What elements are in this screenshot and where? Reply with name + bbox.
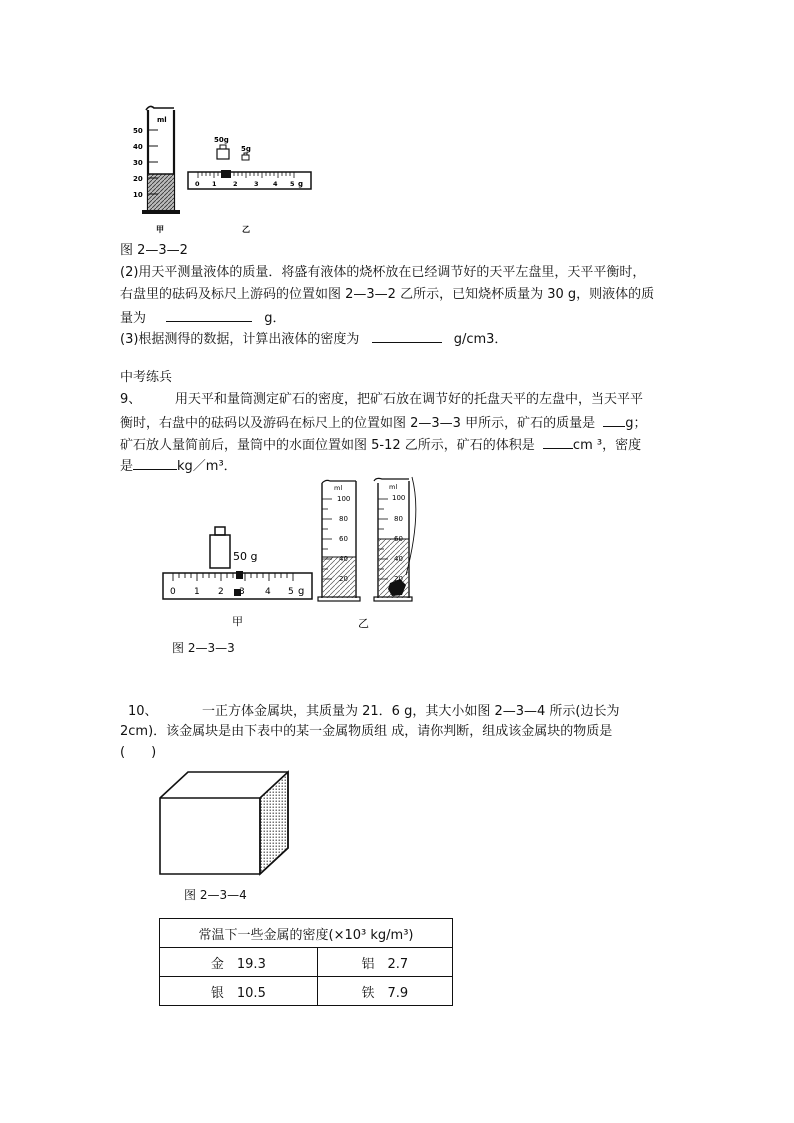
- table-cell: 铁 7.9: [317, 977, 452, 1006]
- svg-text:1: 1: [212, 180, 217, 188]
- weight-50g: [214, 136, 229, 159]
- svg-text:50g: 50g: [214, 136, 229, 144]
- svg-text:80: 80: [394, 515, 403, 523]
- q9-line3: 矿石放人量简前后，量筒中的水面位置如图 5-12 乙所示，矿石的体积是 cm ³，密度: [120, 434, 641, 456]
- cyl-unit: ml: [157, 116, 167, 124]
- q2-line1: (2)用天平测量液体的质量．将盛有液体的烧杯放在已经调节好的天平左盘里，天平平衡时，: [120, 265, 646, 280]
- balance-ruler: [188, 170, 311, 189]
- graduated-cylinder: [133, 106, 180, 214]
- section-heading: 中考练兵: [120, 370, 173, 385]
- cyl-tick: 50: [133, 127, 143, 135]
- answer-blank[interactable]: [133, 455, 177, 470]
- svg-text:60: 60: [394, 535, 403, 543]
- weight-5g: [241, 145, 251, 160]
- svg-text:40: 40: [394, 555, 403, 563]
- table-cell: 金 19.3: [160, 948, 318, 977]
- answer-blank[interactable]: [543, 434, 573, 449]
- q2-line3: 量为 g．: [120, 307, 286, 329]
- svg-text:ml: ml: [334, 484, 343, 492]
- figure-2-3-2: [128, 100, 328, 235]
- svg-text:4: 4: [273, 180, 278, 188]
- svg-text:100: 100: [337, 495, 351, 503]
- svg-text:0: 0: [195, 180, 200, 188]
- svg-text:40: 40: [339, 555, 348, 563]
- table-cell: 银 10.5: [160, 977, 318, 1006]
- figure-2-3-3: [160, 475, 430, 635]
- svg-text:g: g: [298, 180, 304, 188]
- answer-blank[interactable]: [603, 412, 625, 427]
- cube-figure: [158, 770, 308, 880]
- weight-50g: [210, 527, 257, 568]
- svg-text:5g: 5g: [241, 145, 251, 153]
- label-jia: 甲: [232, 615, 243, 628]
- q9-line2: 衡时，右盘中的砝码以及游码在标尺上的位置如图 2—3—3 甲所示，矿石的质量是 g；: [120, 412, 646, 434]
- q10-line1: 一正方体金属块，其质量为 21．6 g，其大小如图 2—3—4 所示(边长为: [202, 704, 620, 719]
- fig2-caption: 图 2—3—3: [172, 641, 235, 655]
- q9-line1: 用天平和量筒测定矿石的密度，把矿石放在调节好的托盘天平的左盘中，当天平平: [175, 392, 644, 407]
- q2-line2: 右盘里的砝码及标尺上游码的位置如图 2—3—2 乙所示，已知烧杯质量为 30 g，则液体的质: [120, 287, 655, 302]
- svg-text:60: 60: [339, 535, 348, 543]
- answer-blank[interactable]: [372, 328, 442, 343]
- q10-number: 10、: [128, 704, 158, 719]
- answer-blank[interactable]: [166, 307, 252, 322]
- svg-text:20: 20: [394, 575, 403, 583]
- q9-line4: 是 kg／m³．: [120, 455, 237, 477]
- balance-ruler: [163, 571, 312, 599]
- q10-line3: ( ): [120, 745, 157, 760]
- fig1-caption: 图 2—3—2: [120, 243, 188, 258]
- svg-text:4: 4: [265, 587, 271, 597]
- svg-text:5: 5: [288, 587, 294, 597]
- graduated-cylinder-after: [374, 477, 416, 601]
- density-table: [159, 918, 453, 1006]
- svg-text:2: 2: [218, 587, 224, 597]
- q3-line: (3)根据测得的数据，计算出液体的密度为 g/cm3．: [120, 328, 507, 350]
- svg-text:2: 2: [233, 180, 238, 188]
- svg-text:3: 3: [254, 180, 259, 188]
- table-cell: 铝 2.7: [317, 948, 452, 977]
- cyl-tick: 40: [133, 143, 143, 151]
- svg-text:80: 80: [339, 515, 348, 523]
- label-yi: 乙: [242, 225, 250, 234]
- cyl-tick: 20: [133, 175, 143, 183]
- svg-text:100: 100: [392, 494, 406, 502]
- table-row: [160, 948, 453, 977]
- svg-text:ml: ml: [389, 483, 398, 491]
- svg-text:5: 5: [290, 180, 295, 188]
- svg-text:g: g: [298, 586, 305, 597]
- label-jia: 甲: [156, 225, 164, 234]
- q10-line2: 2cm)．该金属块是由下表中的某一金属物质组 成，请你判断，组成该金属块的物质是: [120, 724, 613, 739]
- svg-text:50 g: 50 g: [233, 550, 258, 563]
- fig3-caption: 图 2—3—4: [184, 888, 247, 902]
- table-row: [160, 977, 453, 1006]
- graduated-cylinder-before: [318, 480, 360, 601]
- cyl-tick: 30: [133, 159, 143, 167]
- q9-number: 9、: [120, 392, 142, 407]
- svg-text:3: 3: [239, 587, 245, 597]
- cyl-tick: 10: [133, 191, 143, 199]
- table-header: 常温下一些金属的密度(×10³ kg/m³): [160, 919, 453, 948]
- label-yi: 乙: [358, 617, 369, 630]
- svg-text:20: 20: [339, 575, 348, 583]
- svg-text:1: 1: [194, 587, 200, 597]
- svg-text:0: 0: [170, 587, 176, 597]
